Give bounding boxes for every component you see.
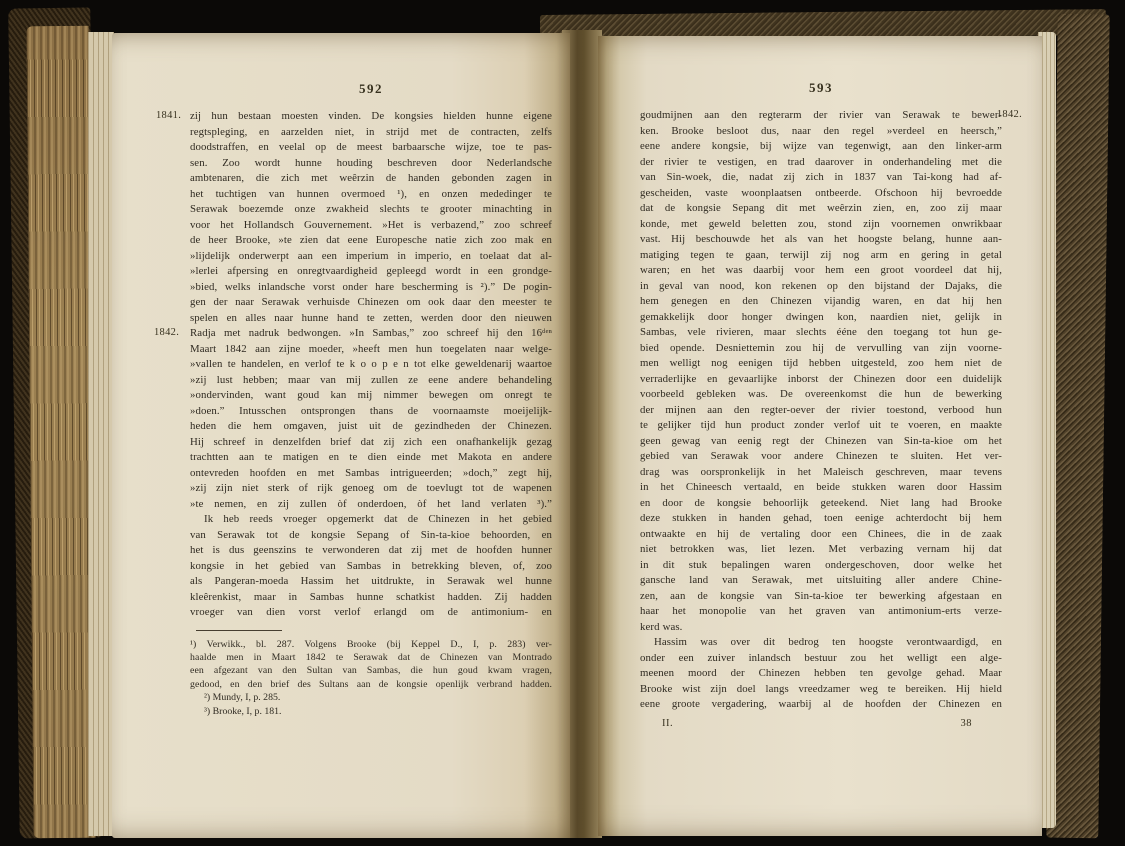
footnote-line: haalde men in Maart 1842 te Serawak dat de Chinezen van Montrado bbox=[190, 651, 552, 663]
text-line: regtspleging, en aarzelden niet, in strijd met de contracten, zelfs bbox=[190, 125, 552, 138]
text-line: ken. Brooke besloot dus, naar den regel »verdeel en heersch,” bbox=[640, 124, 1002, 137]
text-line: en door de kongsie behoorlijk geteekend. Niet lang had Brooke bbox=[640, 496, 1002, 509]
text-line: waren; en het was daarbij voor hem een groot voordeel dat hij, bbox=[640, 264, 1002, 276]
text-line: Sambas, vele rivieren, maar slechts ééne den toegang tot hun ge- bbox=[640, 326, 1002, 338]
text-line: zij hun bestaan moesten vinden. De kongsies hielden hunne eigene bbox=[190, 110, 552, 122]
page-edges-inner-left bbox=[88, 32, 114, 836]
text-line: bied opende. Desniettemin zou hij de vervulling van zijn voorne- bbox=[640, 341, 1002, 354]
text-line: van Serawak tot de kongsie Sepang of Sin-ta-kioe behoorden, en bbox=[190, 528, 552, 541]
left-footnotes bbox=[190, 638, 552, 718]
text-line: geen gewag van eenig regt der Chinezen van Sin-ta-kioe om het bbox=[640, 434, 1002, 447]
text-line: zen, aan de kongsie van Sin-ta-kioe ter bewerking afgestaan en bbox=[640, 589, 1002, 602]
text-line: goudmijnen aan den regterarm der rivier van Serawak te bewer- bbox=[640, 109, 1002, 121]
text-line: voorbeeld gebleken was. De overeenkomst die hun de bewerking bbox=[640, 388, 1002, 400]
text-line: »te nemen, en zij zullen òf onderdoen, òf het land verlaten ³).” bbox=[190, 497, 552, 510]
right-page bbox=[598, 36, 1042, 836]
text-line: gen der naar Serawak verhuisde Chinezen om ook daar den meester te bbox=[190, 296, 552, 308]
text-line: doodstraffen, en veelal op de meest barbaarsche wijze, toe te pas- bbox=[190, 141, 552, 153]
text-line: spelen en alles naar hunne hand te zetten, werden door den nieuwen bbox=[190, 311, 552, 324]
footnote-3: ³) Brooke, I, p. 181. bbox=[204, 705, 282, 717]
text-line: voor het Hollandsch Gouvernement. »Het is verbazend,” zoo schreef bbox=[190, 218, 552, 231]
text-line: de heer Brooke, »te zien dat eene Europesche natie zich zoo mak en bbox=[190, 234, 552, 246]
right-paragraph-2 bbox=[640, 635, 1002, 713]
text-line: ambtenaren, die zich met weêrzin de handen gebonden zagen in bbox=[190, 172, 552, 184]
text-line: »vallen te handelen, en verlof te k o o p e n tot elke geweldenarij waartoe bbox=[190, 358, 552, 370]
margin-year-1841: 1841. bbox=[156, 110, 182, 121]
text-line: gansche land van Serawak, met uitsluiting aller andere Chine- bbox=[640, 574, 1002, 586]
footnote-1 bbox=[190, 638, 552, 692]
text-line: Serawak boezemde onze zwakheid slechts te grooter minachting in bbox=[190, 203, 552, 215]
text-line: in dit stuk bepalingen waren ondergeschoven, door welke het bbox=[640, 558, 1002, 571]
left-paragraph-2 bbox=[190, 512, 552, 621]
text-line: sen. Zoo wordt hunne houding beschreven door Nederlandsche bbox=[190, 156, 552, 169]
signature-line bbox=[640, 718, 1002, 729]
text-line: »zij lust hebben; maar van mij zullen ze eene andere behandeling bbox=[190, 373, 552, 386]
text-line: als Pangeran-moeda Hassim het uitdrukte, in Serawak wel hunne bbox=[190, 575, 552, 587]
text-line: kerd was. bbox=[640, 620, 683, 633]
margin-year-1842-right: 1842. bbox=[996, 109, 1022, 120]
text-line: in het Chineesch vertaald, en beide stukken waren door Hassim bbox=[640, 481, 1002, 493]
text-line: »lerlei afpersing en onregtvaardigheid gepleegd wordt in een grondge- bbox=[190, 265, 552, 277]
text-line: het tuchtigen van hunnen overmoed ¹), en onzen mededinger te bbox=[190, 187, 552, 200]
left-text-block bbox=[190, 109, 552, 718]
text-line: deze stukken in handen gehad, toen eenige achterdocht bij hem bbox=[640, 512, 1002, 524]
left-page-number: 592 bbox=[359, 81, 383, 96]
text-line: der rivier te vestigen, en trad daarover in onderhandeling met die bbox=[640, 155, 1002, 168]
text-line: het is dus geenszins te verwonderen dat zij met de hoofden hunner bbox=[190, 544, 552, 556]
text-line: »lijdelijk onderwerpt aan een imperium in imperio, en toelaat dat al- bbox=[190, 249, 552, 262]
text-line: vroeger van dien vorst verlof erlangd om de antimonium- en bbox=[190, 606, 552, 618]
text-line: van Sin-woek, die, nadat zij zich in 1837 van Tai-kong had af- bbox=[640, 171, 1002, 183]
text-line: »ondervinden, want goud kan mij nimmer bewegen om onregt te bbox=[190, 389, 552, 401]
footnote-2: ²) Mundy, I, p. 285. bbox=[204, 692, 281, 704]
text-line: te gelijker tijd hun product zonder verlof uit te voeren, en maakte bbox=[640, 419, 1002, 431]
text-line: Ik heb reeds vroeger opgemerkt dat de Chinezen in het gebied bbox=[204, 513, 552, 525]
text-line: eene andere kongsie, bij wijze van tegenwigt, aan den linker-arm bbox=[640, 140, 1002, 152]
left-paragraph-1 bbox=[190, 109, 552, 512]
right-paragraph-1 bbox=[640, 108, 1002, 635]
text-line: gescheiden, vaste woonplaatsen ontbeerde. Ofschoon hij bevroedde bbox=[640, 186, 1002, 199]
volume-label: II. bbox=[662, 717, 674, 729]
text-line: konde, met geweld beletten zou, stond zijn voornemen onwrikbaar bbox=[640, 217, 1002, 230]
text-line: verraderlijke en gevaarlijke inborst der Chinezen door een duidelijk bbox=[640, 372, 1002, 385]
text-line: heden die hem omgaven, juist uit de gezindheden der Chinezen. bbox=[190, 420, 552, 432]
text-line: trachtten aan te matigen en te dien einde met Makota en andere bbox=[190, 451, 552, 463]
right-page-number: 593 bbox=[809, 80, 833, 95]
footnote-line: gedood, en den brief des Sultans aan de kongsie openlijk verbrand hadden. bbox=[190, 678, 552, 690]
text-line: onder een zuiver inlandsch bestuur zou het welligt een alge- bbox=[640, 651, 1002, 664]
text-line: kleêrenkist, maar in Sambas hunne schatkist hadden. Zij hadden bbox=[190, 590, 552, 603]
footnote-separator-rule bbox=[196, 630, 282, 631]
text-line: haar het monopolie van het graven van antimonium-erts verze- bbox=[640, 605, 1002, 617]
text-line: matiging tegen te gaan, terwijl zij nog arm en gering in getal bbox=[640, 248, 1002, 261]
right-text-block bbox=[640, 108, 1002, 729]
margin-year-1842-left: 1842. bbox=[154, 327, 180, 338]
text-line: Brooke wist zijn doel langs vreedzamer weg te bereiken. Hij hield bbox=[640, 682, 1002, 695]
text-line: Maart 1842 aan zijne moeder, »heeft men hun toegelaten naar welge- bbox=[190, 342, 552, 355]
text-line: vast. Hij beschouwde het als van het hoogste belang, hunne aan- bbox=[640, 233, 1002, 245]
sheet-signature: 38 bbox=[960, 717, 972, 729]
text-line: »zij zijn niet sterk of rijk genoeg om de toevlugt tot de wapenen bbox=[190, 482, 552, 494]
footnote-line: ¹) Verwikk., bl. 287. Volgens Brooke (bij Keppel D., I, p. 283) ver- bbox=[190, 638, 552, 650]
text-line: gebied van Serawak voor andere Chinezen te sluiten. Het ver- bbox=[640, 450, 1002, 462]
left-page bbox=[112, 33, 570, 838]
text-line: eene groote vergadering, waarbij al de hoofden der Chinezen en bbox=[640, 698, 1002, 710]
text-line: Hij schreef in denzelfden brief dat zij zich een onafhankelijk gezag bbox=[190, 435, 552, 448]
text-line: men welligt nog eenigen tijd hebben uitgesteld, zoo hem niet de bbox=[640, 357, 1002, 369]
text-line: der mijnen aan den regter-oever der rivier toestond, verbood hun bbox=[640, 403, 1002, 416]
text-line: drag was oorspronkelijk in het Maleisch geschreven, maar tevens bbox=[640, 465, 1002, 478]
text-line: »doen.” Intusschen ontsprongen thans de voornaamste moeijelijk- bbox=[190, 404, 552, 417]
text-line: hem genegen en den Chinezen vijandig waren, en dat hij hen bbox=[640, 295, 1002, 307]
text-line: ontevreden hoofden en met Sambas intrigueerden; »doch,” zegt hij, bbox=[190, 466, 552, 479]
text-line: in geval van nood, kon rekenen op den bijstand der Dajaks, die bbox=[640, 279, 1002, 292]
text-line: meenen moord der Chinezen hebben ten gevolge gehad. Maar bbox=[640, 667, 1002, 679]
text-line: Radja met nadruk bedwongen. »In Sambas,” zoo schreef hij den 16ᵈᵉⁿ bbox=[190, 327, 552, 339]
text-line: gemakkelijk door honger dwingen kon, naardien niet, gelijk in bbox=[640, 310, 1002, 323]
text-line: dat de kongsie Sepang dit met weêrzin zien, en, zoo zij maar bbox=[640, 202, 1002, 214]
text-line: kongsie in het gebied van Sambas in betrekking bleven, of, zoo bbox=[190, 559, 552, 572]
footnote-line: een afgezant van den Sultan van Sambas, die hun goud kwam vragen, bbox=[190, 665, 552, 677]
text-line: Hassim was over dit bedrog ten hoogste verontwaardigd, en bbox=[654, 636, 1002, 648]
page-edge-stack bbox=[26, 26, 95, 839]
text-line: »bied, welks inlandsche vorst onder hare bescherming is ²).” De pogin- bbox=[190, 280, 552, 293]
text-line: ontwaakte en hij de vertaling door een Chinees, die in de zaak bbox=[640, 527, 1002, 540]
text-line: niet betrokken was, liet lezen. Met verbazing vernam hij dat bbox=[640, 543, 1002, 555]
